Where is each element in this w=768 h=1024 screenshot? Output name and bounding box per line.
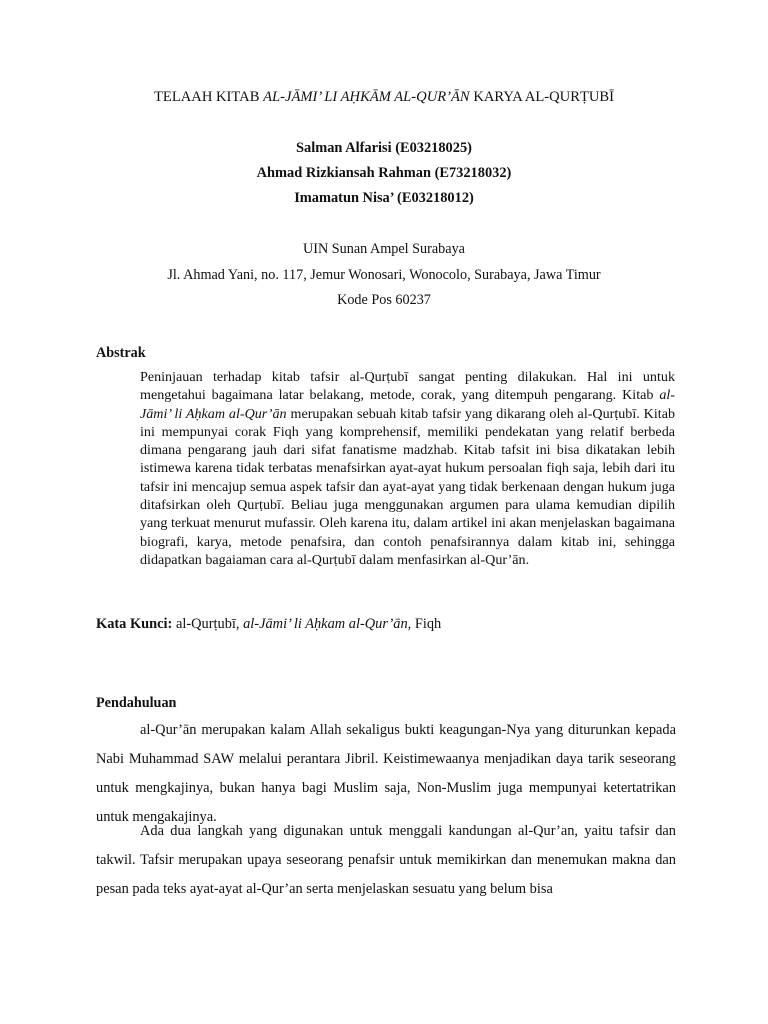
paper-title	[0, 89, 768, 106]
abstract-text-1: Peninjauan terhadap kitab tafsir al-Qurṭubī sangat penting dilakukan. Hal ini untuk mengetahui bagaimana latar belakang, metode, corak, yang ditempuh pengarang. Kitab	[140, 369, 675, 404]
abstract-text-2: merupakan sebuah kitab tafsir yang dikarang oleh al-Qurṭubī. Kitab ini mempunyai corak Fiqh yang komprehensif, memiliki pendekatan yang relatif berbeda dimana pengarang jauh dari sifat fanatisme madzhab. Kitab tafsit ini bisa dikatakan lebih istimewa karena tidak terbatas menafsirkan ayat-ayat hukum persoalan fiqh saja, lebih dari itu tafsir ini mencajup semua aspek tafsir dan ayat-ayat yang tidak berkenaan dengan hukum juga ditafsirkan oleh Qurṭubī. Beliau juga menggunakan argumen para ulama kemudian dipilih yang terkuat menurut mufassir. Oleh karena itu, dalam artikel ini akan menjelaskan bagaimana biografi, karya, metode penafsira, dan contoh penafsirannya dalam kitab ini, sehingga didapatkan bagaiaman cara al-Qurṭubī dalam menfasirkan al-Qur’ān.	[140, 405, 675, 568]
keywords-label: Kata Kunci:	[96, 616, 173, 632]
author-2: Ahmad Rizkiansah Rahman (E73218032)	[256, 165, 512, 181]
title-suffix: KARYA AL-QURṬUBĪ	[469, 89, 614, 105]
author-3: Imamatun Nisa’ (E03218012)	[294, 190, 474, 206]
intro-paragraph-1	[96, 716, 676, 832]
address: Jl. Ahmad Yani, no. 117, Jemur Wonosari, Wonocolo, Surabaya, Jawa Timur	[167, 267, 601, 283]
abstract-heading: Abstrak	[96, 345, 146, 361]
intro-heading: Pendahuluan	[96, 695, 177, 711]
intro-paragraph-2	[96, 817, 676, 904]
title-prefix: TELAAH KITAB	[154, 89, 264, 105]
keyword-3: Fiqh	[411, 616, 442, 632]
postal-code: Kode Pos 60237	[337, 292, 431, 308]
keywords	[96, 616, 441, 633]
author-1: Salman Alfarisi (E03218025)	[296, 140, 472, 156]
keyword-1: al-Qurṭubī,	[172, 616, 244, 632]
intro-paragraph-2-text: Ada dua langkah yang digunakan untuk menggali kandungan al-Qur’an, yaitu tafsir dan takwil. Tafsir merupakan upaya seseorang penafsir untuk memikirkan dan menemukan makna dan pesan pada teks ayat-ayat al-Qur’an serta menjelaskan sesuatu yang belum bisa	[96, 823, 676, 897]
abstract-body	[140, 368, 675, 569]
keyword-2: al-Jāmi’ li Aḥkam al-Qur’ān,	[243, 616, 412, 632]
intro-paragraph-1-text: al-Qur’ān merupakan kalam Allah sekaligus bukti keagungan-Nya yang diturunkan kepada Nabi Muhammad SAW melalui perantara Jibril. Keistimewaanya menjadikan daya tarik seseorang untuk mengkajinya, bukan hanya bagi Muslim saja, Non-Muslim juga mempunyai ketertatrikan untuk mengakajinya.	[96, 722, 676, 825]
institution: UIN Sunan Ampel Surabaya	[303, 241, 465, 257]
title-book-name: AL-JĀMI’ LI AḤKĀM AL-QUR’ĀN	[263, 89, 470, 105]
abstract-book-name: al-Jāmi’ li Aḥkam al-Qur’ān	[140, 387, 675, 422]
